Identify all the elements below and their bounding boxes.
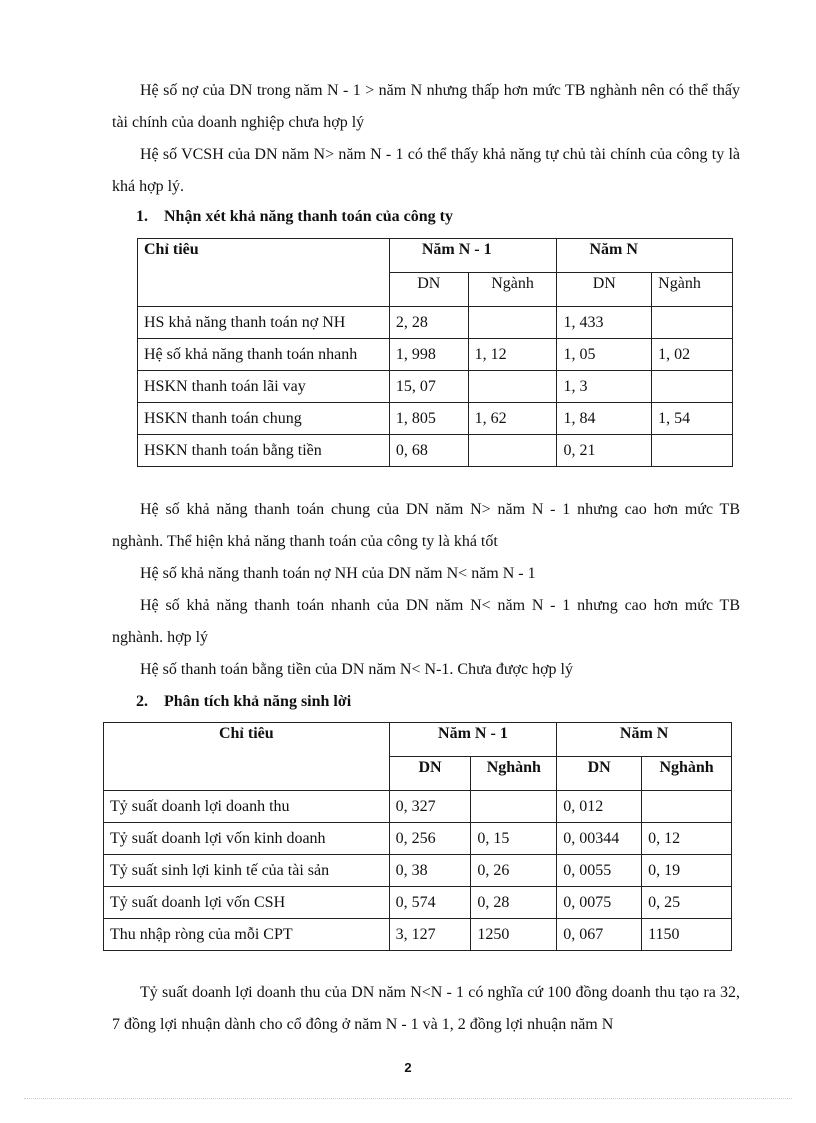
cell-dn-curr: 0, 21 (557, 435, 652, 467)
cell-dn-curr: 0, 0055 (557, 855, 642, 887)
paragraph-short-term-debt: Hệ số khả năng thanh toán nợ NH của DN năm N< năm N - 1 (140, 565, 536, 582)
table-row (104, 855, 732, 887)
cell-dn-prev: 3, 127 (389, 919, 471, 951)
cell-dn-curr: 0, 0075 (557, 887, 642, 919)
paragraph-general-liquidity: Hệ số khả năng thanh toán chung của DN năm N> năm N - 1 nhưng cao hơn mức TB nghành. Thể hiện khả năng thanh toán của công ty là khá tốt (112, 501, 740, 550)
cell-dn-curr: 0, 012 (557, 791, 642, 823)
table-row (138, 371, 733, 403)
table-subheader-dn: DN (557, 273, 652, 307)
section-1-heading (136, 206, 453, 228)
section-2-number: 2. (136, 693, 148, 710)
section-1-number: 1. (136, 208, 148, 225)
table-row (138, 307, 733, 339)
cell-dn-prev: 1, 805 (389, 403, 468, 435)
table-header-year-prev: Năm N - 1 (389, 239, 557, 273)
table-row (104, 887, 732, 919)
paragraph-debt-ratio: Hệ số nợ của DN trong năm N - 1 > năm N nhưng thấp hơn mức TB nghành nên có thể thấy tài chính của doanh nghiệp chưa hợp lý (112, 82, 740, 131)
cell-industry-prev (468, 371, 557, 403)
cell-industry-curr: 1150 (642, 919, 732, 951)
cell-industry-curr: 1, 02 (652, 339, 733, 371)
cell-industry-curr: 0, 25 (642, 887, 732, 919)
table-header-year-curr: Năm N (557, 239, 733, 273)
cell-industry-curr (652, 435, 733, 467)
cell-dn-curr: 1, 3 (557, 371, 652, 403)
section-2-title: Phân tích khả năng sinh lời (164, 693, 352, 710)
cell-dn-prev: 1, 998 (389, 339, 468, 371)
cell-dn-prev: 0, 327 (389, 791, 471, 823)
page-number: 2 (404, 1060, 412, 1075)
cell-industry-curr: 1, 54 (652, 403, 733, 435)
cell-dn-curr: 0, 00344 (557, 823, 642, 855)
table-row (138, 403, 733, 435)
cell-dn-prev: 2, 28 (389, 307, 468, 339)
cell-industry-prev: 1, 12 (468, 339, 557, 371)
table-row (104, 791, 732, 823)
table-row (104, 823, 732, 855)
row-label: Tỷ suất doanh lợi doanh thu (104, 791, 390, 823)
cell-industry-prev: 0, 26 (471, 855, 557, 887)
row-label: HSKN thanh toán lãi vay (138, 371, 390, 403)
cell-dn-curr: 1, 84 (557, 403, 652, 435)
cell-dn-prev: 0, 574 (389, 887, 471, 919)
section-2-heading (136, 691, 351, 713)
table-subheader-industry: Nghành (471, 757, 557, 791)
cell-industry-curr (652, 371, 733, 403)
row-label: HS khả năng thanh toán nợ NH (138, 307, 390, 339)
table-subheader-dn: DN (389, 757, 471, 791)
cell-industry-prev (468, 435, 557, 467)
cell-industry-prev: 1, 62 (468, 403, 557, 435)
table-row (104, 919, 732, 951)
table-row (138, 339, 733, 371)
cell-dn-prev: 15, 07 (389, 371, 468, 403)
table-subheader-dn: DN (557, 757, 642, 791)
table-subheader-industry: Nghành (642, 757, 732, 791)
table-subheader-industry: Ngành (468, 273, 557, 307)
paragraph-revenue-margin: Tỷ suất doanh lợi doanh thu của DN năm N<N - 1 có nghĩa cứ 100 đồng doanh thu tạo ra 32, 7 đồng lợi nhuận dành cho cổ đông ở năm N - 1 và 1, 2 đồng lợi nhuận năm N (112, 984, 740, 1033)
table-header-indicator: Chỉ tiêu (138, 239, 390, 307)
cell-dn-curr: 1, 05 (557, 339, 652, 371)
liquidity-table (137, 238, 733, 467)
cell-dn-curr: 1, 433 (557, 307, 652, 339)
cell-industry-prev: 0, 15 (471, 823, 557, 855)
cell-dn-prev: 0, 38 (389, 855, 471, 887)
paragraph-quick-ratio: Hệ số khả năng thanh toán nhanh của DN năm N< năm N - 1 nhưng cao hơn mức TB nghành. hợp lý (112, 597, 740, 646)
cell-industry-curr (652, 307, 733, 339)
profitability-table (103, 722, 732, 951)
row-label: Thu nhập ròng của mỗi CPT (104, 919, 390, 951)
cell-dn-prev: 0, 68 (389, 435, 468, 467)
cell-industry-curr: 0, 12 (642, 823, 732, 855)
table-header-year-prev: Năm N - 1 (389, 723, 557, 757)
paragraph-cash-ratio: Hệ số thanh toán bằng tiền của DN năm N< N-1. Chưa được hợp lý (140, 661, 573, 678)
row-label: HSKN thanh toán chung (138, 403, 390, 435)
cell-industry-curr: 0, 19 (642, 855, 732, 887)
row-label: Tỷ suất doanh lợi vốn kinh doanh (104, 823, 390, 855)
table-header-indicator: Chỉ tiêu (104, 723, 390, 791)
cell-dn-curr: 0, 067 (557, 919, 642, 951)
table-subheader-dn: DN (389, 273, 468, 307)
section-1-title: Nhận xét khả năng thanh toán của công ty (164, 208, 453, 225)
row-label: Tỷ suất doanh lợi vốn CSH (104, 887, 390, 919)
row-label: Hệ số khả năng thanh toán nhanh (138, 339, 390, 371)
cell-industry-prev (468, 307, 557, 339)
row-label: HSKN thanh toán bằng tiền (138, 435, 390, 467)
table-subheader-industry: Ngành (652, 273, 733, 307)
row-label: Tỷ suất sinh lợi kinh tế của tài sản (104, 855, 390, 887)
cell-industry-curr (642, 791, 732, 823)
cell-industry-prev: 1250 (471, 919, 557, 951)
table-header-year-curr: Năm N (557, 723, 732, 757)
cell-dn-prev: 0, 256 (389, 823, 471, 855)
cell-industry-prev: 0, 28 (471, 887, 557, 919)
paragraph-equity-ratio: Hệ số VCSH của DN năm N> năm N - 1 có thể thấy khả năng tự chủ tài chính của công ty là khá hợp lý. (112, 146, 740, 195)
cell-industry-prev (471, 791, 557, 823)
footer-divider (24, 1098, 792, 1099)
table-row (138, 435, 733, 467)
